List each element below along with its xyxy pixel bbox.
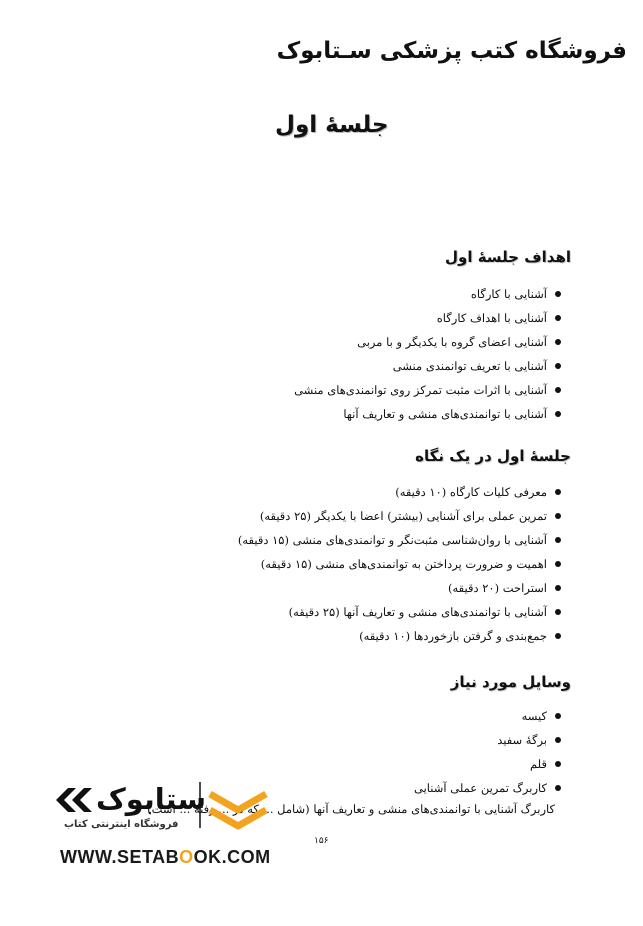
list-item: آشنایی اعضای گروه با یکدیگر و با مربی — [294, 330, 561, 354]
list-item: آشنایی با تعریف توانمندی منشی — [294, 354, 561, 378]
watermark-url — [60, 847, 271, 868]
section-heading-goals: اهداف جلسهٔ اول — [445, 248, 571, 266]
store-title: فروشگاه کتب پزشکی سـتابوک — [276, 38, 627, 64]
list-item: برگهٔ سفید — [414, 728, 561, 752]
section-heading-materials: وسایل مورد نیاز — [450, 673, 571, 691]
url-accent: O — [179, 847, 194, 867]
list-item: کاربرگ تمرین عملی آشنایی — [414, 776, 561, 800]
list-item: آشنایی با توانمندی‌های منشی و تعاریف آنها (۲۵ دقیقه) — [238, 600, 561, 624]
list-item: آشنایی با اهداف کارگاه — [294, 306, 561, 330]
list-item: اهمیت و ضرورت پرداختن به توانمندی‌های منشی (۱۵ دقیقه) — [238, 552, 561, 576]
list-item: آشنایی با اثرات مثبت تمرکز روی توانمندی‌های منشی — [294, 378, 561, 402]
chevrons-icon — [56, 788, 92, 812]
list-item: قلم — [414, 752, 561, 776]
session-title: جلسهٔ اول — [275, 112, 389, 138]
footer-line: کاربرگ آشنایی با توانمندی‌های منشی و تعاریف آنها (شامل ... که در ... رفته ... است) — [147, 802, 555, 816]
list-item: جمع‌بندی و گرفتن بازخوردها (۱۰ دقیقه) — [238, 624, 561, 648]
book-icon — [210, 794, 266, 826]
materials-list — [414, 704, 561, 800]
list-item: آشنایی با کارگاه — [294, 282, 561, 306]
page-number: ۱۵۶ — [314, 836, 329, 846]
list-item: معرفی کلیات کارگاه (۱۰ دقیقه) — [238, 480, 561, 504]
list-item: تمرین عملی برای آشنایی (بیشتر) اعضا با یکدیگر (۲۵ دقیقه) — [238, 504, 561, 528]
list-item: آشنایی با روان‌شناسی مثبت‌نگر و توانمندی‌های منشی (۱۵ دقیقه) — [238, 528, 561, 552]
overview-list — [238, 480, 561, 648]
watermark-brand: ستابوک — [96, 782, 207, 816]
url-prefix: WWW.SETAB — [60, 847, 180, 867]
url-suffix: OK.COM — [193, 847, 271, 867]
list-item: آشنایی با توانمندی‌های منشی و تعاریف آنها — [294, 402, 561, 426]
watermark-tagline: فروشگاه اینترنتی کتاب — [64, 819, 179, 830]
goals-list — [294, 282, 561, 426]
section-heading-overview: جلسهٔ اول در یک نگاه — [415, 447, 571, 465]
list-item: استراحت (۲۰ دقیقه) — [238, 576, 561, 600]
list-item: کیسه — [414, 704, 561, 728]
